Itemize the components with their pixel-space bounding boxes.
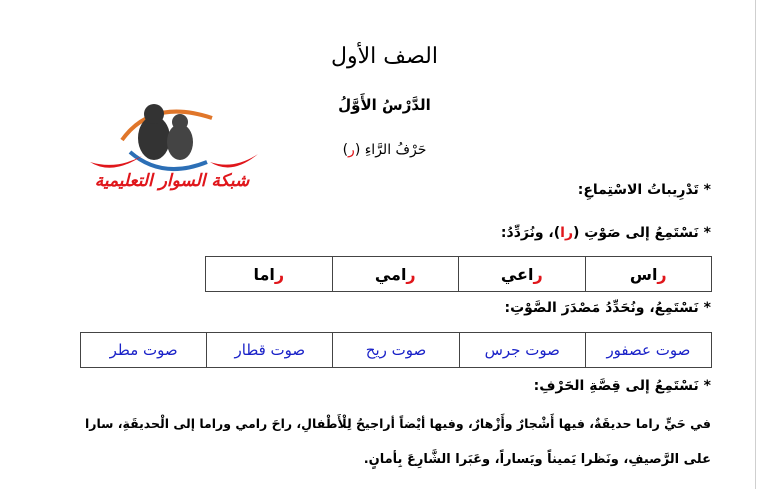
letter-prefix: حَرْفُ الرَّاءِ ( [354,142,427,158]
sound-cell: صوت جرس [459,333,585,368]
letter-suffix: ) [342,142,349,158]
logo-swoosh-right [210,154,258,167]
page-edge [755,0,756,489]
word-cell: راعي [459,257,586,292]
story-line-1: في حَيٍّ راما حديقَةٌ، فيها أَشْجارٌ وأَزْهارٌ، وفيها أيْضاً أراجيحُ لِلْأَطْفالِ، راحَ رامي وراما إلى الْحديقَةِ، سارا [84,416,711,431]
sound-cell: صوت مطر [81,333,207,368]
sound-source-heading: * نَسْتَمِعُ، ونُحَدِّدُ مَصْدَرَ الصَّوْتِ: [504,300,711,316]
story-heading: * نَسْتَمِعُ إلى قِصَّةِ الحَرْفِ: [533,378,711,394]
logo-head-left [144,104,164,124]
lesson-title: الدَّرْسُ الأَوَّلُ [338,96,431,114]
page-title: الصف الأول [331,44,438,69]
logo-blue-arc [130,152,207,169]
story-line-2: على الرَّصيفِ، ونَظرا يَميناً ويَساراً، وعَبَرا الشَّارِعَ بِأمانٍ. [363,452,711,467]
sound-suffix: )، ونُرَدِّدُ: [500,225,561,241]
sound-heading [501,225,711,241]
word-cell: راما [206,257,333,292]
words-table [205,256,712,292]
logo-text: شبكة السوار التعليمية [94,171,250,191]
letter-char: ر [348,142,355,158]
sound-cell: صوت عصفور [585,333,711,368]
sound-prefix: * نَسْتَمِعُ إلى صَوْتِ ( [573,225,711,241]
sounds-table [80,332,712,368]
sound-cell: صوت ريح [333,333,459,368]
sound-char: را [560,225,574,241]
sound-cell: صوت قطار [207,333,333,368]
logo-head-right [172,114,188,130]
word-cell: راس [585,257,712,292]
listening-exercises-heading: * تَدْرِيباتُ الاسْتِماعِ: [577,182,711,198]
word-cell: رامي [332,257,459,292]
